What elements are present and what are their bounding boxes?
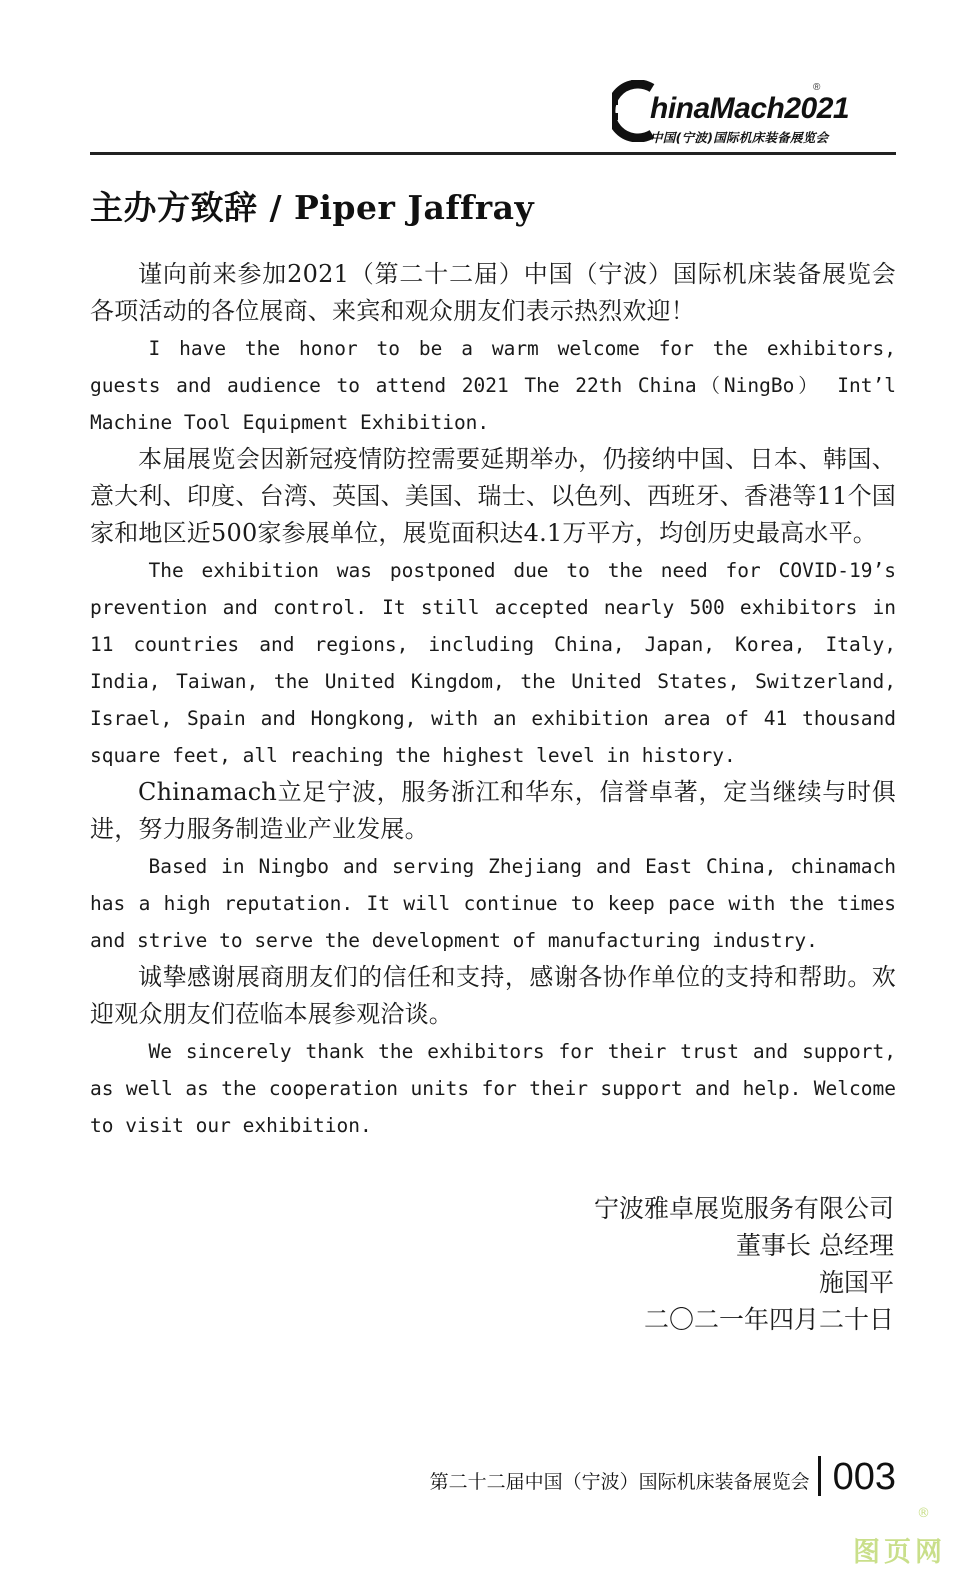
- signature-date: 二〇二一年四月二十日: [643, 1305, 894, 1334]
- page-title: 主办方致辞 / Piper Jaffray: [90, 188, 535, 227]
- footer-event-title: 第二十二届中国（宁波）国际机床装备展览会: [429, 1471, 810, 1493]
- signature-company: 宁波雅卓展览服务有限公司: [593, 1194, 894, 1223]
- header-divider: [90, 152, 896, 155]
- paragraph-zh-welcome: 谨向前来参加2021（第二十二届）中国（宁波）国际机床装备展览会各项活动的各位展商、来宾和观众朋友们表示热烈欢迎！: [90, 260, 896, 325]
- paragraph-en-exhibition: The exhibition was postponed due to the need for COVID-19’s prevention and control. It still accepted nearly 500 exhibitors in 11 countries and regions, including China, Japan, Korea, Italy, India, Taiwan, the United Kingdom, the United States, Switzerland, Israel, Spain and Hongkong, with an exhibition area of 41 thousand square feet, all reaching the highest level in history.: [90, 559, 896, 767]
- signature-name: 施国平: [818, 1268, 894, 1297]
- watermark-registered-mark: ®: [917, 1506, 930, 1521]
- letter-body: [90, 256, 896, 1144]
- chinamach-logo: [612, 80, 902, 150]
- registered-mark: ®: [813, 82, 821, 93]
- logo-wordmark: hinaMach2021: [650, 92, 850, 125]
- paragraph-en-chinamach: Based in Ningbo and serving Zhejiang and East China, chinamach has a high reputation. It will continue to keep pace with the times and strive to serve the development of manufacturing industry.: [90, 855, 896, 952]
- page-footer: [430, 1456, 896, 1496]
- paragraph-en-welcome: I have the honor to be a warm welcome for the exhibitors, guests and audience to attend 2021 The 22th China（NingBo） Int’l Machine Tool Equipment Exhibition.: [90, 337, 896, 434]
- signature-block: [594, 1190, 894, 1338]
- paragraph-zh-chinamach: Chinamach立足宁波，服务浙江和华东，信誉卓著，定当继续与时俱进，努力服务制造业产业发展。: [90, 778, 896, 843]
- footer-divider: [818, 1456, 821, 1496]
- paragraph-en-thanks: We sincerely thank the exhibitors for their trust and support, as well as the cooperation units for their support and help. Welcome to visit our exhibition.: [90, 1040, 896, 1137]
- paragraph-zh-exhibition: 本届展览会因新冠疫情防控需要延期举办，仍接纳中国、日本、韩国、意大利、印度、台湾、英国、美国、瑞士、以色列、西班牙、香港等11个国家和地区近500家参展单位，展览面积达4.1万平方，均创历史最高水平。: [90, 445, 896, 547]
- page-number: 003: [832, 1456, 896, 1498]
- watermark: 图页网: [853, 1537, 946, 1568]
- logo-subtitle: 中国(宁波)国际机床装备展览会: [650, 130, 829, 145]
- signature-position: 董事长 总经理: [736, 1231, 894, 1260]
- paragraph-zh-thanks: 诚挚感谢展商朋友们的信任和支持，感谢各协作单位的支持和帮助。欢迎观众朋友们莅临本展参观洽谈。: [90, 963, 896, 1028]
